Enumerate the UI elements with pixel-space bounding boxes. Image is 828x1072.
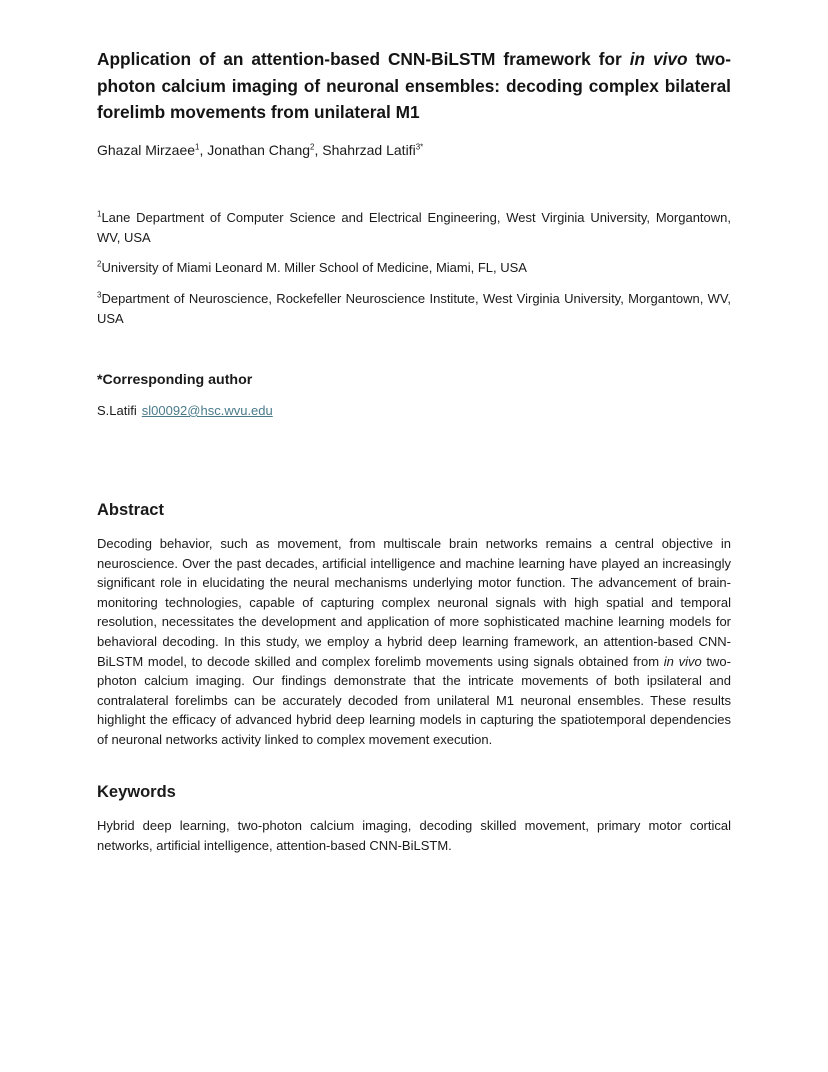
title-italic: in vivo bbox=[629, 49, 688, 69]
affiliation-text: Lane Department of Computer Science and Electrical Engineering, West Virginia University, Morgantown, WV, USA bbox=[97, 210, 731, 245]
corresponding-author-heading: *Corresponding author bbox=[97, 372, 253, 388]
corresponding-author-email-link[interactable]: sl00092@hsc.wvu.edu bbox=[141, 403, 273, 418]
abstract-italic: in vivo bbox=[663, 653, 702, 669]
title-part2: two-photon calcium imaging of neuronal ensembles: decoding complex bilateral forelimb movements from unilateral M1 bbox=[97, 49, 731, 122]
corresponding-author-line bbox=[97, 401, 273, 421]
author-affiliation-mark: 3* bbox=[415, 142, 424, 152]
affiliation-number: 2 bbox=[97, 259, 102, 269]
author-affiliation-mark: 2 bbox=[310, 142, 315, 152]
abstract-text-part2: two-photon calcium imaging. Our findings demonstrate that the intricate movements of both ipsilateral and contralateral forelimbs can be accurately decoded from unilateral M1 neuronal ensembles. These results highlight the efficacy of advanced hybrid deep learning models in capturing the spatiotemporal dependencies of neuronal networks activity linked to complex movement execution. bbox=[97, 653, 731, 747]
author-affiliation-mark: 1 bbox=[195, 142, 200, 152]
author-separator: , bbox=[199, 142, 208, 158]
author-name: Jonathan Chang bbox=[207, 142, 311, 158]
author-separator: , bbox=[314, 142, 323, 158]
paper-title bbox=[97, 46, 731, 126]
affiliation-number: 1 bbox=[97, 209, 102, 219]
author-list bbox=[97, 140, 731, 160]
keywords-body: Hybrid deep learning, two-photon calcium imaging, decoding skilled movement, primary motor cortical networks, artificial intelligence, attention-based CNN-BiLSTM. bbox=[97, 818, 731, 853]
affiliation bbox=[97, 258, 731, 278]
author-name: Shahrzad Latifi bbox=[322, 142, 416, 158]
abstract-text-part1: Decoding behavior, such as movement, from multiscale brain networks remains a central objective in neuroscience. Over the past decades, artificial intelligence and machine learning have played an increasingly significant role in elucidating the neural mechanisms underlying motor function. The advancement of brain-monitoring technologies, capable of capturing complex neuronal signals with high spatial and temporal resolution, necessitates the development and application of more sophisticated machine learning models for behavioral decoding. In this study, we employ a hybrid deep learning framework, an attention-based CNN-BiLSTM model, to decode skilled and complex forelimb movements using signals obtained from bbox=[97, 536, 731, 669]
affiliation-text: Department of Neuroscience, Rockefeller Neuroscience Institute, West Virginia University, Morgantown, WV, USA bbox=[97, 291, 731, 326]
affiliation-text: University of Miami Leonard M. Miller School of Medicine, Miami, FL, USA bbox=[101, 260, 527, 275]
corresponding-author-name: S.Latifi bbox=[97, 403, 137, 418]
abstract-body bbox=[97, 534, 731, 750]
affiliation-number: 3 bbox=[97, 290, 102, 300]
abstract-heading: Abstract bbox=[97, 501, 164, 519]
keywords-heading: Keywords bbox=[97, 783, 176, 801]
author-name: Ghazal Mirzaee bbox=[97, 142, 196, 158]
affiliation bbox=[97, 289, 731, 329]
title-part1: Application of an attention-based CNN-BiLSTM framework for bbox=[97, 49, 630, 69]
affiliation bbox=[97, 208, 731, 248]
